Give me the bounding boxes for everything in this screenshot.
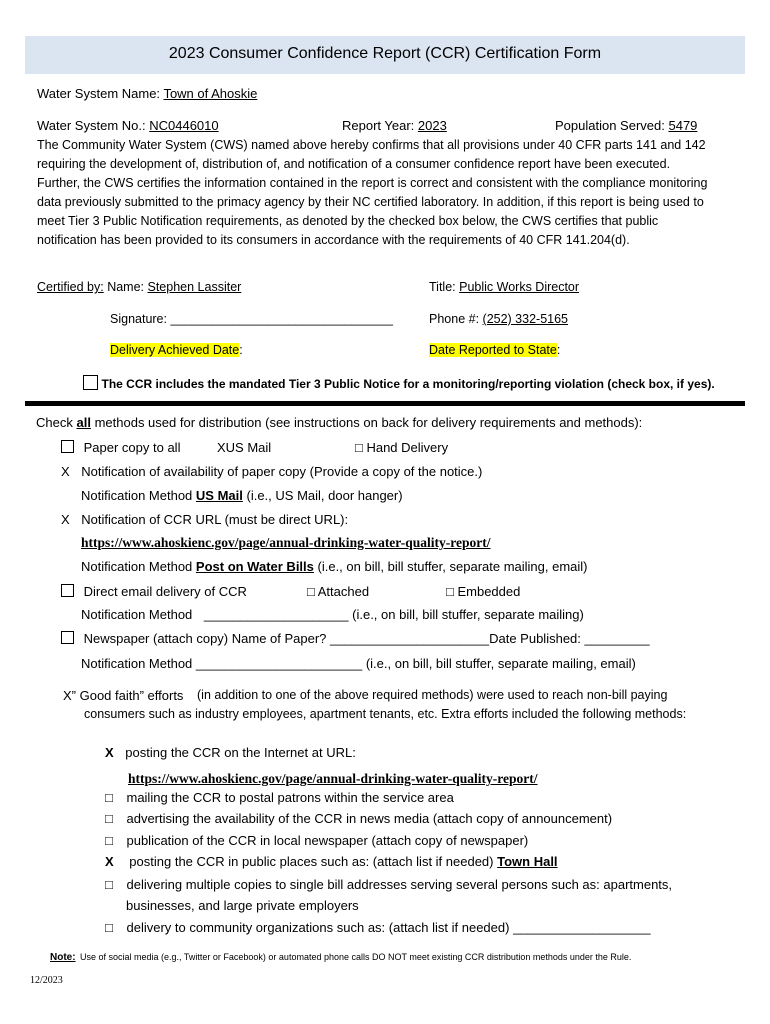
tier3-row: [83, 375, 715, 391]
notif-paper-row: X Notification of availability of paper copy (Provide a copy of the notice.): [61, 464, 483, 479]
note-text: Use of social media (e.g., Twitter or Facebook) or automated phone calls DO NOT meet existing CCR distribution methods under the Rule.: [80, 952, 632, 962]
title-value: Public Works Director: [459, 280, 580, 294]
gf-multiple-checkbox[interactable]: □: [105, 877, 113, 892]
notif-paper-mark[interactable]: X: [61, 464, 70, 479]
system-name-value: Town of Ahoskie: [163, 86, 258, 101]
note-row: [50, 947, 631, 965]
good-faith-label: X” Good faith” efforts: [63, 688, 184, 703]
gf-advertising-row: □ advertising the availability of the CCR in news media (attach copy of announcement): [105, 811, 613, 826]
tier3-checkbox[interactable]: [83, 375, 98, 390]
population-value: 5479: [668, 118, 698, 133]
embedded-option[interactable]: □ Embedded: [446, 584, 521, 599]
system-no-row: [37, 118, 219, 133]
paper-copy-checkbox[interactable]: [61, 440, 74, 453]
notif-url-row: X Notification of CCR URL (must be direct URL):: [61, 512, 349, 527]
report-year-label: Report Year:: [342, 118, 415, 133]
population-row: [555, 118, 697, 133]
gf-multiple-row: □ delivering multiple copies to single bill addresses serving several persons such as: apartments,: [105, 877, 673, 892]
certification-paragraph: The Community Water System (CWS) named above hereby confirms that all provisions under 40 CFR parts 141 and 142 requiring the development of, distribution of, and notification of a consumer confidence report have been executed. Further, the CWS certifies the information contained in the report is correct and consistent with the compliance monitoring data previously submitted to the primacy agency by their NC certified laboratory. In addition, if this report is being used to meet Tier 3 Public Notification requirements, as denoted by the checked box below, the CWS certifies that public notification has been provided to its consumers in accordance with the requirements of 40 CFR 141.204(d).: [37, 138, 708, 247]
direct-email-row: Direct email delivery of CCR: [61, 584, 247, 599]
system-no-label: Water System No.:: [37, 118, 146, 133]
gf-posting-row: X posting the CCR in public places such as: (attach list if needed) Town Hall: [105, 854, 558, 869]
report-year-value: 2023: [417, 118, 447, 133]
gf-mailing-checkbox[interactable]: □: [105, 790, 113, 805]
good-faith-paragraph: (in addition to one of the above required methods) were used to reach non-bill paying consumers such as industry employees, apartment tenants, etc. Extra efforts included the following methods:: [84, 688, 687, 721]
system-name-label: Water System Name:: [37, 86, 161, 101]
newspaper-row: Newspaper (attach copy) Name of Paper? ______________________Date Published: _________: [61, 631, 650, 646]
signature-label: Signature:: [110, 312, 167, 326]
signature-row: [110, 312, 393, 326]
certified-by-row: [37, 280, 241, 294]
date-published-blank[interactable]: _________: [584, 631, 650, 646]
phone-label: Phone #:: [429, 312, 480, 326]
email-method-blank[interactable]: ____________________: [203, 607, 349, 622]
delivery-achieved-row: Delivery Achieved Date:: [110, 343, 243, 357]
signature-field[interactable]: ________________________________: [170, 312, 393, 326]
notif-method-us-mail: US Mail: [195, 488, 243, 503]
gf-mailing-row: □ mailing the CCR to postal patrons within the service area: [105, 790, 454, 805]
system-no-value: NC0446010: [149, 118, 219, 133]
gf-community-row: □ delivery to community organizations such as: (attach list if needed) ___________________: [105, 920, 651, 935]
gf-url-link[interactable]: https://www.ahoskienc.gov/page/annual-drinking-water-quality-report/: [128, 771, 538, 786]
note-label: Note:: [50, 952, 76, 963]
title-label: Title:: [429, 280, 456, 294]
gf-internet-row: X posting the CCR on the Internet at URL:: [105, 745, 356, 760]
gf-community-checkbox[interactable]: □: [105, 920, 113, 935]
newspaper-method-blank[interactable]: _______________________: [195, 656, 363, 671]
name-value: Stephen Lassiter: [147, 280, 242, 294]
tier3-text: The CCR includes the mandated Tier 3 Public Notice for a monitoring/reporting violation (check box, if yes).: [101, 377, 715, 391]
phone-row: [429, 312, 568, 326]
paper-copy-row: Paper copy to all: [61, 440, 180, 455]
title-row: [429, 280, 579, 294]
direct-email-checkbox[interactable]: [61, 584, 74, 597]
gf-publication-checkbox[interactable]: □: [105, 833, 113, 848]
section-divider: [25, 401, 745, 406]
ccr-url-link[interactable]: https://www.ahoskienc.gov/page/annual-drinking-water-quality-report/: [81, 535, 491, 550]
check-all-emphasis: all: [76, 415, 91, 430]
population-label: Population Served:: [555, 118, 665, 133]
notif-method-row-2: Notification Method Post on Water Bills (i.e., on bill, bill stuffer, separate mailing, email): [81, 559, 588, 574]
gf-multiple-row-2: businesses, and large private employers: [126, 898, 359, 913]
check-all-instructions: Check all methods used for distribution (see instructions on back for delivery requirements and methods):: [36, 415, 643, 430]
notif-method-row-4: Notification Method _______________________ (i.e., on bill, bill stuffer, separate mailing, email): [81, 656, 636, 671]
system-name-row: [37, 86, 257, 101]
notif-url-mark[interactable]: X: [61, 512, 70, 527]
us-mail-option[interactable]: XUS Mail: [217, 440, 272, 455]
gf-publication-row: □ publication of the CCR in local newspaper (attach copy of newspaper): [105, 833, 529, 848]
date-reported-label: Date Reported to State: [429, 343, 557, 357]
hand-delivery-option[interactable]: □ Hand Delivery: [355, 440, 449, 455]
phone-value: (252) 332-5165: [482, 312, 569, 326]
form-title: 2023 Consumer Confidence Report (CCR) Certification Form: [168, 45, 602, 62]
report-year-row: [342, 118, 447, 133]
gf-town-hall: Town Hall: [497, 854, 558, 869]
gf-posting-mark[interactable]: X: [105, 854, 114, 869]
certified-by-label: Certified by:: [37, 280, 104, 294]
newspaper-checkbox[interactable]: [61, 631, 74, 644]
title-bar: [25, 36, 745, 74]
attached-option[interactable]: □ Attached: [307, 584, 370, 599]
notif-method-row-3: Notification Method ____________________ (i.e., on bill, bill stuffer, separate mailing): [81, 607, 584, 622]
gf-internet-mark[interactable]: X: [105, 745, 114, 760]
notif-method-row-1: Notification Method US Mail (i.e., US Mail, door hanger): [81, 488, 403, 503]
notif-method-bills: Post on Water Bills: [195, 559, 314, 574]
newspaper-name-blank[interactable]: ______________________: [330, 631, 490, 646]
name-label: Name:: [107, 280, 145, 294]
date-reported-row: Date Reported to State:: [429, 343, 561, 357]
gf-advertising-checkbox[interactable]: □: [105, 811, 113, 826]
gf-community-blank[interactable]: ___________________: [513, 920, 651, 935]
delivery-achieved-label: Delivery Achieved Date: [110, 343, 240, 357]
footer-date: 12/2023: [30, 975, 63, 986]
